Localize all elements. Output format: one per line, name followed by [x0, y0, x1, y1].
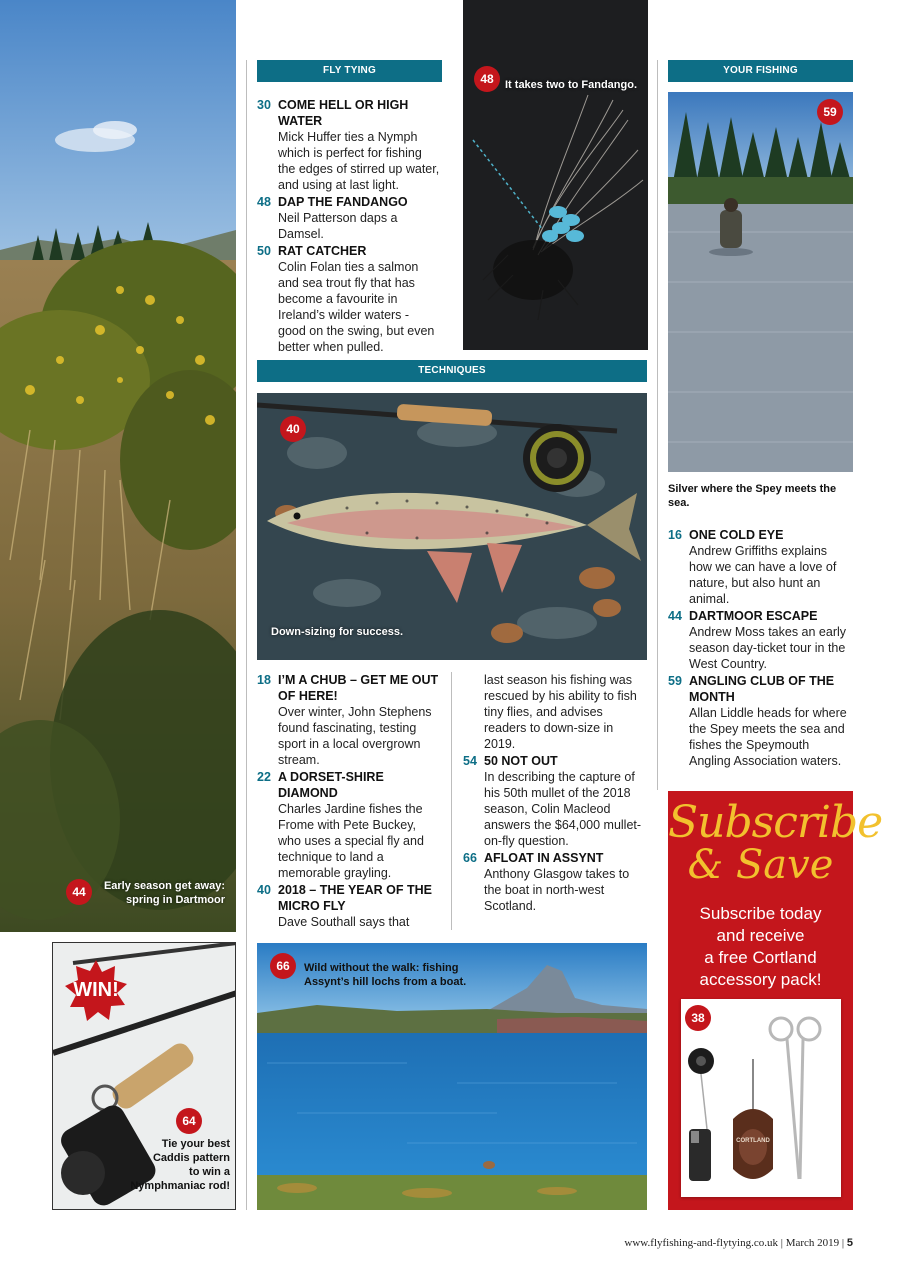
- entry-title: RAT CATCHER: [278, 244, 367, 258]
- loch-caption-line2: Assynt’s hill lochs from a boat.: [304, 976, 467, 988]
- page-number: 30: [257, 98, 271, 112]
- page-number: 18: [257, 673, 271, 687]
- toc-entry-59[interactable]: [668, 673, 853, 769]
- entry-title: ONE COLD EYE: [689, 528, 784, 542]
- entry-title: DARTMOOR ESCAPE: [689, 609, 818, 623]
- fly-photo: [463, 0, 648, 350]
- win-caption-line2: Caddis pattern: [152, 1152, 230, 1164]
- toc-entry-50[interactable]: [257, 243, 440, 355]
- footer-date: March 2019: [785, 1237, 840, 1249]
- subscribe-page-badge: 38: [685, 1005, 711, 1031]
- toc-entry-40-continued[interactable]: [463, 672, 647, 752]
- entry-desc: Mick Huffer ties a Nymph which is perfect for fishing the edges of stirred up water, and using at last light.: [278, 130, 440, 192]
- subscribe-box[interactable]: [668, 791, 883, 1210]
- entry-title: DAP THE FANDANGO: [278, 195, 408, 209]
- entry-desc-continued: last season his fishing was rescued by his ability to fish tiny flies, and advises readers to down-size in 2019.: [484, 673, 637, 751]
- toc-entry-22[interactable]: [257, 769, 442, 881]
- entry-title: 2018 – THE YEAR OF THE MICRO FLY: [278, 883, 432, 913]
- entry-desc: Anthony Glasgow takes to the boat in north-west Scotland.: [484, 867, 630, 913]
- trout-photo-caption: Down-sizing for success.: [271, 626, 404, 638]
- entry-title: I’M A CHUB – GET ME OUT OF HERE!: [278, 673, 439, 703]
- toc-entry-54[interactable]: [463, 753, 647, 849]
- entry-title: 50 NOT OUT: [484, 754, 558, 768]
- trout-photo-page-badge: 40: [280, 416, 306, 442]
- fly-tying-header: FLY TYING: [257, 60, 442, 82]
- fly-photo-caption: It takes two to Fandango.: [505, 79, 638, 91]
- spey-photo-caption: Silver where the Spey meets the sea.: [668, 483, 837, 509]
- footer-website-link[interactable]: www.flyfishing-and-flytying.co.uk: [624, 1237, 778, 1249]
- footer-separator: |: [780, 1237, 783, 1249]
- toc-entry-44[interactable]: [668, 608, 853, 672]
- entry-desc: Charles Jardine fishes the Frome with Pete Buckey, who uses a special fly and technique to land a memorable grayling.: [278, 802, 424, 880]
- divider-right: [657, 60, 658, 790]
- subscribe-body-line4: accessory pack!: [699, 970, 822, 989]
- win-caption-line1: Tie your best: [161, 1138, 230, 1150]
- win-caption: [110, 1137, 230, 1193]
- techniques-header: TECHNIQUES: [257, 360, 647, 382]
- entry-desc: Colin Folan ties a salmon and sea trout fly that has become a favourite in Ireland’s wilder waters - good on the swing, but even better when pulled.: [278, 260, 435, 354]
- dartmoor-caption: [100, 879, 225, 907]
- fly-tying-list: [257, 97, 440, 356]
- subscribe-script-line2: & Save: [687, 842, 834, 888]
- loch-photo-page-badge: 66: [270, 953, 296, 979]
- footer-page-number: 5: [846, 1237, 853, 1249]
- subscribe-body-line1: Subscribe today: [699, 904, 822, 923]
- your-fishing-list: [668, 527, 853, 770]
- entry-desc: Dave Southall says that: [278, 915, 410, 929]
- toc-entry-66[interactable]: [463, 850, 647, 914]
- entry-title: ANGLING CLUB OF THE MONTH: [689, 674, 835, 704]
- cortland-brand-label: CORTLAND: [736, 1138, 770, 1144]
- spey-photo: [668, 92, 853, 472]
- page-number: 50: [257, 244, 271, 258]
- divider-middle: [451, 672, 452, 930]
- entry-desc: Neil Patterson daps a Damsel.: [278, 211, 398, 241]
- divider-left: [246, 60, 247, 1210]
- entry-desc: Allan Liddle heads for where the Spey meets the sea and fishes the Speymouth Angling Association waters.: [689, 706, 847, 768]
- subscribe-body-line2: and receive: [716, 926, 805, 945]
- subscribe-body: [668, 903, 853, 991]
- page-footer: [624, 1236, 853, 1250]
- entry-desc: Andrew Moss takes an early season day-ticket tour in the West Country.: [689, 625, 847, 671]
- dartmoor-caption-line1: Early season get away:: [103, 880, 225, 892]
- subscribe-body-line3: a free Cortland: [704, 948, 817, 967]
- win-page-badge: 64: [176, 1108, 202, 1134]
- subscribe-script-line1: Subscribe: [668, 797, 883, 848]
- trout-photo: [257, 393, 647, 660]
- page-number: 54: [463, 754, 477, 768]
- dartmoor-photo: [0, 0, 236, 932]
- toc-entry-30[interactable]: [257, 97, 440, 193]
- win-burst-label: WIN!: [73, 979, 119, 1001]
- entry-desc: In describing the capture of his 50th mullet of the 2018 season, Colin Macleod answers the $64,000 mullet-on-fly question.: [484, 770, 642, 848]
- entry-title: COME HELL OR HIGH WATER: [278, 98, 409, 128]
- techniques-list-col2: [463, 672, 647, 915]
- win-caption-line4: Nymphmaniac rod!: [130, 1180, 230, 1192]
- toc-entry-40[interactable]: [257, 882, 442, 930]
- toc-entry-48[interactable]: [257, 194, 440, 242]
- toc-entry-18[interactable]: [257, 672, 442, 768]
- loch-caption-line1: Wild without the walk: fishing: [304, 962, 459, 974]
- entry-desc: Andrew Griffiths explains how we can have a love of nature, but also hunt an animal.: [689, 544, 837, 606]
- techniques-list-col1: [257, 672, 442, 931]
- page-number: 40: [257, 883, 271, 897]
- spey-photo-page-badge: 59: [817, 99, 843, 125]
- page-number: 44: [668, 609, 682, 623]
- dartmoor-page-badge: 44: [66, 879, 92, 905]
- your-fishing-header: YOUR FISHING: [668, 60, 853, 82]
- page-number: 59: [668, 674, 682, 688]
- page-number: 48: [257, 195, 271, 209]
- footer-separator: |: [841, 1237, 845, 1249]
- page-number: 22: [257, 770, 271, 784]
- dartmoor-caption-line2: spring in Dartmoor: [125, 894, 225, 906]
- entry-title: A DORSET-SHIRE DIAMOND: [278, 770, 384, 800]
- fly-photo-page-badge: 48: [474, 66, 500, 92]
- entry-desc: Over winter, John Stephens found fascinating, testing sport in a local overgrown stream.: [278, 705, 432, 767]
- win-caption-line3: to win a: [189, 1166, 230, 1178]
- entry-title: AFLOAT IN ASSYNT: [484, 851, 604, 865]
- loch-photo-caption: [304, 961, 504, 989]
- page-number: 16: [668, 528, 682, 542]
- page-number: 66: [463, 851, 477, 865]
- toc-entry-16[interactable]: [668, 527, 853, 607]
